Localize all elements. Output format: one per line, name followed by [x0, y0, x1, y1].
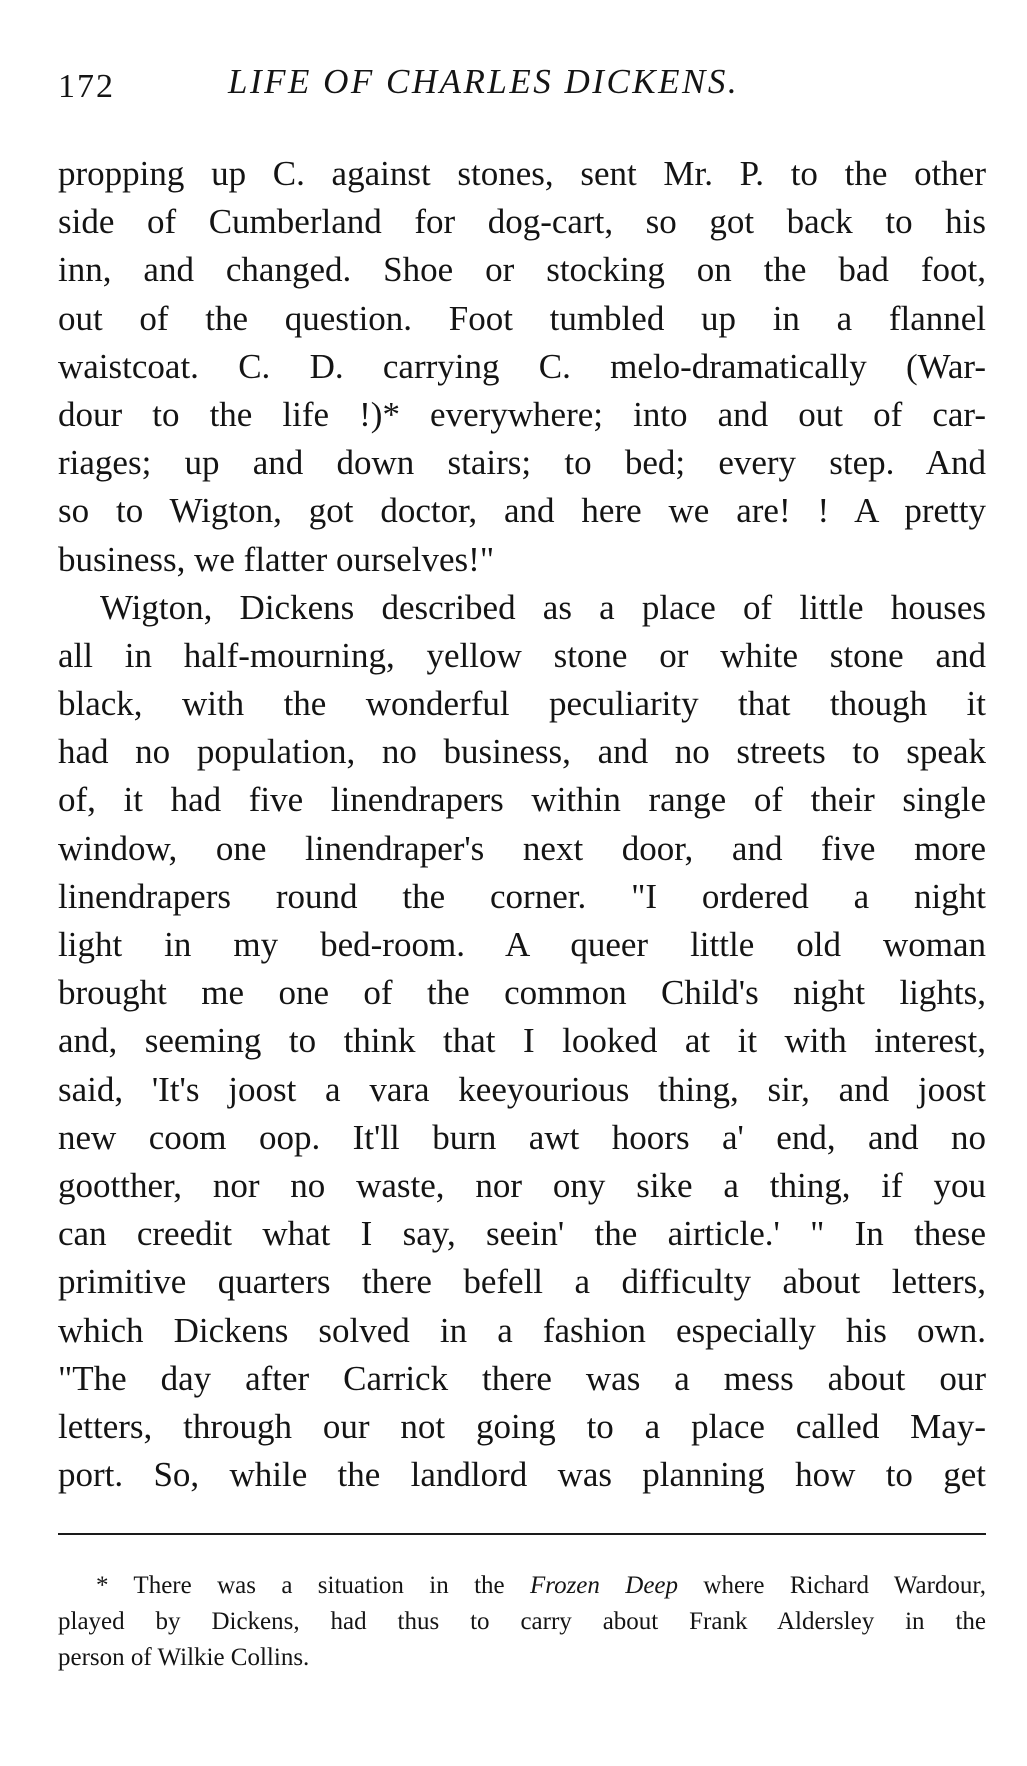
- running-head: LIFE OF CHARLES DICKENS.: [228, 62, 740, 101]
- text-line: linendrapers round the corner. "I ordered a night: [58, 876, 986, 916]
- text-line: gootther, nor no waste, nor ony sike a thing, if you: [58, 1165, 986, 1205]
- text-line: letters, through our not going to a place called May-: [58, 1406, 986, 1446]
- text-line: out of the question. Foot tumbled up in a flannel: [58, 298, 986, 338]
- text-line: new coom oop. It'll burn awt hoors a' end, and no: [58, 1117, 986, 1157]
- text-line: and, seeming to think that I looked at it with interest,: [58, 1021, 986, 1061]
- text-line: window, one linendraper's next door, and five more: [58, 828, 986, 868]
- text-line: light in my bed-room. A queer little old woman: [58, 925, 986, 964]
- text-line: which Dickens solved in a fashion especially his own.: [58, 1310, 986, 1350]
- footnote-italic-title: Frozen Deep: [530, 1572, 679, 1599]
- paragraph-first-line: Wigton, Dickens described as a place of little houses: [100, 587, 986, 627]
- footnote-line: person of Wilkie Collins.: [58, 1644, 310, 1671]
- text-line: so to Wigton, got doctor, and here we are! ! A pretty: [58, 491, 986, 531]
- text-line: inn, and changed. Shoe or stocking on the bad foot,: [58, 250, 986, 290]
- page-number: 172: [58, 68, 115, 105]
- text-line: said, 'It's joost a vara keeyourious thing, sir, and joost: [58, 1069, 986, 1109]
- text-line: can creedit what I say, seein' the airticle.' " In these: [58, 1214, 986, 1254]
- footnote-line: [58, 1568, 986, 1604]
- text-line: business, we flatter ourselves!": [58, 539, 495, 579]
- text-line: all in half-mourning, yellow stone or white stone and: [58, 635, 986, 675]
- footnote-line: played by Dickens, had thus to carry about Frank Aldersley in the: [58, 1608, 986, 1635]
- footnote-text: * There was a situation in the: [96, 1572, 530, 1599]
- footnote: [58, 1568, 986, 1676]
- text-line: riages; up and down stairs; to bed; every step. And: [58, 443, 986, 483]
- text-line: brought me one of the common Child's night lights,: [58, 973, 986, 1013]
- page-header: [58, 62, 988, 112]
- text-line: port. So, while the landlord was planning how to get: [58, 1455, 986, 1495]
- text-line: propping up C. against stones, sent Mr. P. to the other: [58, 154, 986, 193]
- text-line: waistcoat. C. D. carrying C. melo-dramatically (War-: [58, 346, 986, 386]
- text-line: primitive quarters there befell a difficulty about letters,: [58, 1262, 986, 1302]
- footnote-divider: [58, 1533, 986, 1535]
- text-line: of, it had five linendrapers within range of their single: [58, 780, 986, 820]
- text-line: "The day after Carrick there was a mess about our: [58, 1358, 986, 1398]
- footnote-text: where Richard Wardour,: [678, 1572, 986, 1599]
- text-line: side of Cumberland for dog-cart, so got back to his: [58, 202, 986, 242]
- text-line: had no population, no business, and no streets to speak: [58, 732, 986, 772]
- text-line: dour to the life !)* everywhere; into and out of car-: [58, 394, 986, 434]
- body-text: [58, 150, 986, 1499]
- text-line: black, with the wonderful peculiarity that though it: [58, 684, 986, 724]
